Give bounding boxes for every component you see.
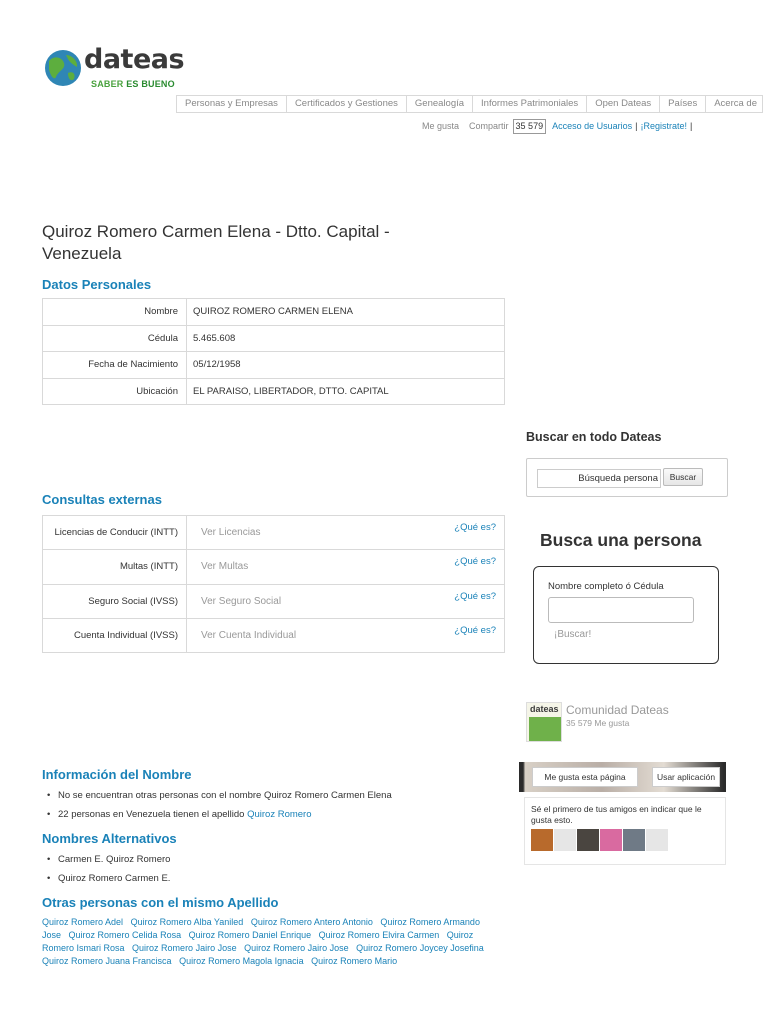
- table-row: [43, 550, 505, 584]
- list-item: [42, 805, 392, 824]
- table-row: [43, 618, 505, 652]
- social-bar: [422, 118, 695, 134]
- person-link[interactable]: Quiroz Romero Armando Jose: [42, 917, 480, 940]
- nav-item-paises[interactable]: Países: [660, 96, 706, 112]
- consulta-link-text[interactable]: Ver Cuenta Individual: [201, 630, 297, 642]
- table-row: [43, 325, 505, 352]
- nav-item-open-dateas[interactable]: Open Dateas: [587, 96, 660, 112]
- register-link[interactable]: ¡Registrate!: [640, 121, 687, 131]
- fb-page-thumbnail[interactable]: [526, 702, 562, 742]
- person-link[interactable]: Quiroz Romero Celida Rosa: [68, 930, 182, 940]
- fb-like-count: 35 579 Me gusta: [566, 718, 630, 728]
- person-link[interactable]: Quiroz Romero Alba Yaniled: [130, 917, 244, 927]
- fb-friends-text: Sé el primero de tus amigos en indicar que le gusta esto.: [531, 804, 702, 825]
- row-label: Cuenta Individual (IVSS): [43, 618, 187, 652]
- nav-item-personas-empresas[interactable]: Personas y Empresas: [177, 96, 287, 112]
- que-es-link[interactable]: ¿Qué es?: [454, 624, 496, 636]
- que-es-link[interactable]: ¿Qué es?: [454, 590, 496, 602]
- consulta-link[interactable]: [187, 550, 505, 584]
- row-label: Licencias de Conducir (INTT): [43, 516, 187, 550]
- person-search-box: [533, 566, 719, 664]
- like-button[interactable]: Me gusta: [422, 121, 460, 131]
- row-label: Fecha de Nacimiento: [43, 352, 187, 379]
- fb-friends-box: [524, 797, 726, 865]
- dateas-logo[interactable]: [44, 44, 185, 91]
- row-label: Cédula: [43, 325, 187, 352]
- info-nombre-list: [42, 786, 392, 824]
- person-link[interactable]: Quiroz Romero Adel: [42, 917, 124, 927]
- logo-tagline: [91, 79, 175, 89]
- person-search-button[interactable]: ¡Buscar!: [554, 629, 592, 640]
- list-item: • Carmen E. Quiroz Romero: [42, 850, 170, 869]
- fb-thumb-image: [529, 717, 561, 741]
- avatar[interactable]: [646, 829, 668, 851]
- row-label: Seguro Social (IVSS): [43, 584, 187, 618]
- avatar[interactable]: [623, 829, 645, 851]
- que-es-link[interactable]: ¿Qué es?: [454, 556, 496, 568]
- row-label: Nombre: [43, 299, 187, 326]
- fb-page-title[interactable]: Comunidad Dateas: [566, 703, 669, 717]
- list-item: • Quiroz Romero Carmen E.: [42, 869, 170, 888]
- person-search-label: Nombre completo ó Cédula: [548, 581, 664, 592]
- row-label: Multas (INTT): [43, 550, 187, 584]
- fb-thumb-text: dateas: [530, 704, 559, 714]
- row-value: 5.465.608: [187, 325, 505, 352]
- nav-item-certificados[interactable]: Certificados y Gestiones: [287, 96, 407, 112]
- consulta-link[interactable]: [187, 618, 505, 652]
- row-value: EL PARAISO, LIBERTADOR, DTTO. CAPITAL: [187, 378, 505, 405]
- datos-heading: Datos Personales: [42, 277, 152, 292]
- datos-table: [42, 298, 505, 405]
- avatar[interactable]: [531, 829, 553, 851]
- site-search-heading: Buscar en todo Dateas: [526, 430, 662, 444]
- alternativos-heading: Nombres Alternativos: [42, 831, 177, 846]
- person-search-input[interactable]: [548, 597, 694, 623]
- avatar[interactable]: [600, 829, 622, 851]
- avatar[interactable]: [554, 829, 576, 851]
- consulta-link-text[interactable]: Ver Multas: [201, 561, 249, 573]
- share-count: 35 579: [513, 119, 547, 134]
- person-link[interactable]: Quiroz Romero Elvira Carmen: [318, 930, 440, 940]
- globe-logo-icon: [44, 49, 82, 87]
- person-link[interactable]: Quiroz Romero Juana Francisca: [42, 956, 172, 966]
- consultas-heading: Consultas externas: [42, 492, 162, 507]
- info-nombre-heading: Información del Nombre: [42, 767, 192, 782]
- consultas-table: [42, 515, 505, 653]
- table-row: [43, 299, 505, 326]
- person-link[interactable]: Quiroz Romero Daniel Enrique: [188, 930, 312, 940]
- separator-end: |: [690, 121, 693, 131]
- site-search-button[interactable]: Buscar: [663, 468, 703, 486]
- table-row: [43, 516, 505, 550]
- person-link[interactable]: Quiroz Romero Ismari Rosa: [42, 930, 474, 953]
- nav-item-acerca[interactable]: Acerca de: [714, 98, 757, 109]
- login-link[interactable]: Acceso de Usuarios: [552, 121, 633, 131]
- otras-heading: Otras personas con el mismo Apellido: [42, 895, 279, 910]
- nav-item-informes[interactable]: Informes Patrimoniales: [473, 96, 587, 112]
- nav-item-genealogia[interactable]: Genealogía: [407, 96, 473, 112]
- row-value: QUIROZ ROMERO CARMEN ELENA: [187, 299, 505, 326]
- consulta-link[interactable]: [187, 516, 505, 550]
- row-label: Ubicación: [43, 378, 187, 405]
- person-link[interactable]: Quiroz Romero Mario: [311, 956, 398, 966]
- otras-personas-links: [42, 916, 502, 968]
- consulta-link[interactable]: [187, 584, 505, 618]
- fb-like-page-button[interactable]: Me gusta esta página: [532, 767, 638, 787]
- page-title: Quiroz Romero Carmen Elena - Dtto. Capital - Venezuela: [42, 222, 390, 263]
- person-search-heading: Busca una persona: [540, 530, 702, 550]
- alternativos-list: [42, 850, 170, 888]
- table-row: [43, 584, 505, 618]
- row-value: 05/12/1958: [187, 352, 505, 379]
- person-link[interactable]: Quiroz Romero Jairo Jose: [244, 943, 349, 953]
- logo-wordmark: dateas: [84, 44, 185, 75]
- consulta-link-text[interactable]: Ver Licencias: [201, 527, 261, 539]
- tagline-saber: SABER: [91, 79, 124, 89]
- table-row: [43, 352, 505, 379]
- tagline-es-bueno: ES BUENO: [126, 79, 175, 89]
- person-link[interactable]: Quiroz Romero Joycey Josefina: [356, 943, 484, 953]
- apellido-count-text: 22 personas en Venezuela tienen el apellido: [58, 809, 245, 820]
- share-button[interactable]: Compartir: [469, 121, 509, 131]
- que-es-link[interactable]: ¿Qué es?: [454, 522, 496, 533]
- site-search-input[interactable]: [537, 469, 661, 488]
- person-link[interactable]: Quiroz Romero Jairo Jose: [132, 943, 237, 953]
- separator: |: [635, 121, 638, 131]
- list-item: • No se encuentran otras personas con el nombre Quiroz Romero Carmen Elena: [42, 786, 392, 805]
- apellido-link[interactable]: Quiroz Romero: [247, 809, 312, 820]
- avatar[interactable]: [577, 829, 599, 851]
- table-row: [43, 378, 505, 405]
- main-nav: [176, 95, 763, 113]
- person-link[interactable]: Quiroz Romero Antero Antonio: [250, 917, 373, 927]
- consulta-link-text[interactable]: Ver Seguro Social: [201, 595, 282, 607]
- person-link[interactable]: Quiroz Romero Magola Ignacia: [179, 956, 304, 966]
- fb-friend-faces: [531, 829, 668, 851]
- fb-use-app-button[interactable]: Usar aplicación: [652, 767, 720, 787]
